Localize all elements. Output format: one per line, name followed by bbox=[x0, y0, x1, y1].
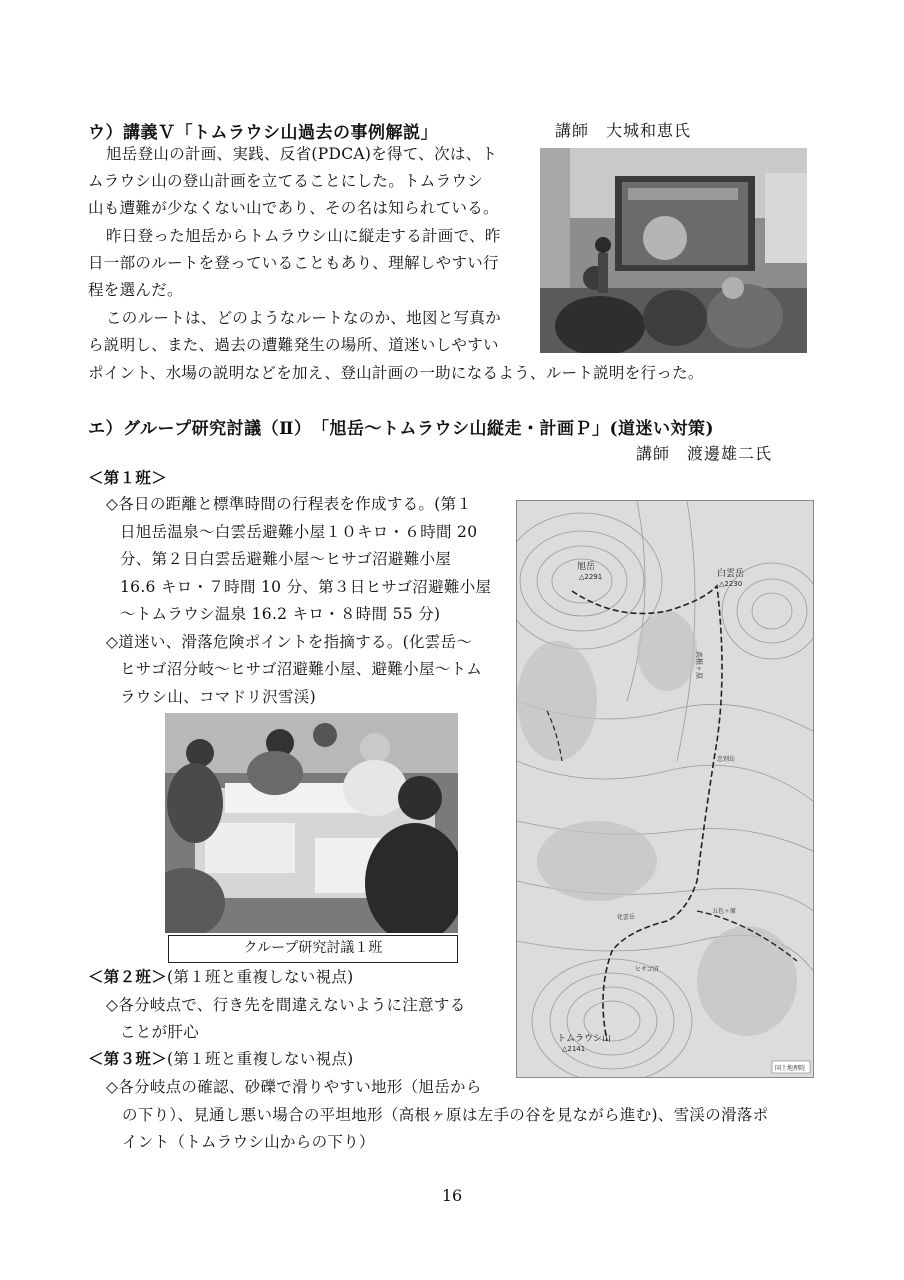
paragraph-line: 日一部のルートを登っていることもあり、理解しやすい行 bbox=[88, 254, 499, 272]
paragraph-line: 旭岳登山の計画、実践、反省(PDCA)を得て、次は、ト bbox=[106, 145, 498, 163]
section-e-lecturer: 講師 渡邊雄二氏 bbox=[636, 444, 773, 463]
map-label-asahidake: 旭岳 bbox=[577, 562, 596, 572]
section-u-heading: ウ）講義Ｖ「トムラウシ山過去の事例解説」 bbox=[88, 123, 438, 143]
group1-line: ヒサゴ沼分岐〜ヒサゴ沼避難小屋、避難小屋〜トム bbox=[120, 660, 483, 678]
map-label-takanegahara: 高根ヶ原 bbox=[695, 651, 703, 679]
map-attribution: 国土地理院 bbox=[775, 1065, 806, 1072]
map-label-tomuraushi-elev: △2141 bbox=[562, 1045, 586, 1053]
page-number: 16 bbox=[441, 1186, 463, 1205]
map-label-chuubetsudake: 忠別岳 bbox=[717, 756, 736, 763]
group2-line: ◇各分岐点で、行き先を間違えないように注意する bbox=[106, 996, 466, 1014]
group3-line: イント（トムラウシ山からの下り） bbox=[122, 1133, 375, 1151]
group3-line: ◇各分岐点の確認、砂礫で滑りやすい地形（旭岳から bbox=[106, 1078, 482, 1096]
lecture-photo bbox=[540, 148, 807, 353]
map-label-asahidake-elev: △2291 bbox=[579, 573, 603, 581]
group2-title: ＜第２班＞ bbox=[88, 967, 168, 986]
paragraph-line: 程を選んだ。 bbox=[88, 281, 183, 299]
topographic-map bbox=[516, 500, 814, 1078]
group1-line: ラウシ山、コマドリ沢雪渓) bbox=[120, 688, 316, 706]
group1-line: ◇各日の距離と標準時間の行程表を作成する。(第１ bbox=[106, 495, 473, 513]
group3-header bbox=[88, 1048, 354, 1070]
paragraph-line: 山も遭難が少なくない山であり、その名は知られている。 bbox=[88, 199, 499, 217]
paragraph-line: ポイント、水場の説明などを加え、登山計画の一助になるよう、ルート説明を行った。 bbox=[88, 364, 704, 382]
group1-line: 16.6 キロ・７時間 10 分、第３日ヒサゴ沼避難小屋 bbox=[120, 578, 492, 596]
section-e-heading: エ）グループ研究討議（Ⅱ） 「旭岳〜トムラウシ山縦走・計画Ｐ」(道迷い対策) bbox=[88, 419, 715, 439]
group2-line: ことが肝心 bbox=[120, 1023, 200, 1041]
group2-note: (第１班と重複しない視点) bbox=[167, 968, 354, 986]
group1-title: ＜第１班＞ bbox=[88, 468, 168, 487]
group1-line: ◇道迷い、滑落危険ポイントを指摘する。(化雲岳〜 bbox=[106, 633, 473, 651]
paragraph-line: ら説明し、また、過去の遭難発生の場所、道迷いしやすい bbox=[88, 336, 499, 354]
section-u-lecturer: 講師 大城和恵氏 bbox=[555, 121, 692, 140]
group1-line: 〜トムラウシ温泉 16.2 キロ・８時間 55 分) bbox=[120, 605, 441, 623]
group-discussion-photo bbox=[165, 713, 458, 933]
map-label-hakuundake-elev: △2230 bbox=[719, 580, 743, 588]
map-label-hakuundake: 白雲岳 bbox=[717, 569, 745, 579]
paragraph-line: このルートは、どのようなルートなのか、地図と写真か bbox=[106, 309, 502, 327]
map-label-kaundake: 化雲岳 bbox=[617, 914, 636, 921]
group1-line: 日旭岳温泉〜白雲岳避難小屋１０キロ・６時間 20 bbox=[120, 523, 478, 541]
paragraph-line: ムラウシ山の登山計画を立てることにした。トムラウシ bbox=[88, 172, 484, 190]
paragraph-line: 昨日登った旭岳からトムラウシ山に縦走する計画で、昨 bbox=[106, 227, 501, 245]
photo-caption: クループ研究討議１班 bbox=[168, 935, 458, 963]
map-label-hisago: ヒサゴ沼 bbox=[635, 966, 659, 973]
group1-line: 分、第２日白雲岳避難小屋〜ヒサゴ沼避難小屋 bbox=[120, 550, 452, 568]
group3-note: (第１班と重複しない視点) bbox=[167, 1050, 354, 1068]
group2-header bbox=[88, 966, 354, 988]
map-label-tomuraushi: トムラウシ山 bbox=[557, 1034, 612, 1044]
group3-line: の下り）、見通し悪い場合の平坦地形（高根ヶ原は左手の谷を見ながら進む)、雪渓の滑落ポ bbox=[122, 1106, 769, 1124]
group3-title: ＜第３班＞ bbox=[88, 1049, 168, 1068]
map-label-goshikigahara: 五色ヶ原 bbox=[712, 908, 737, 915]
